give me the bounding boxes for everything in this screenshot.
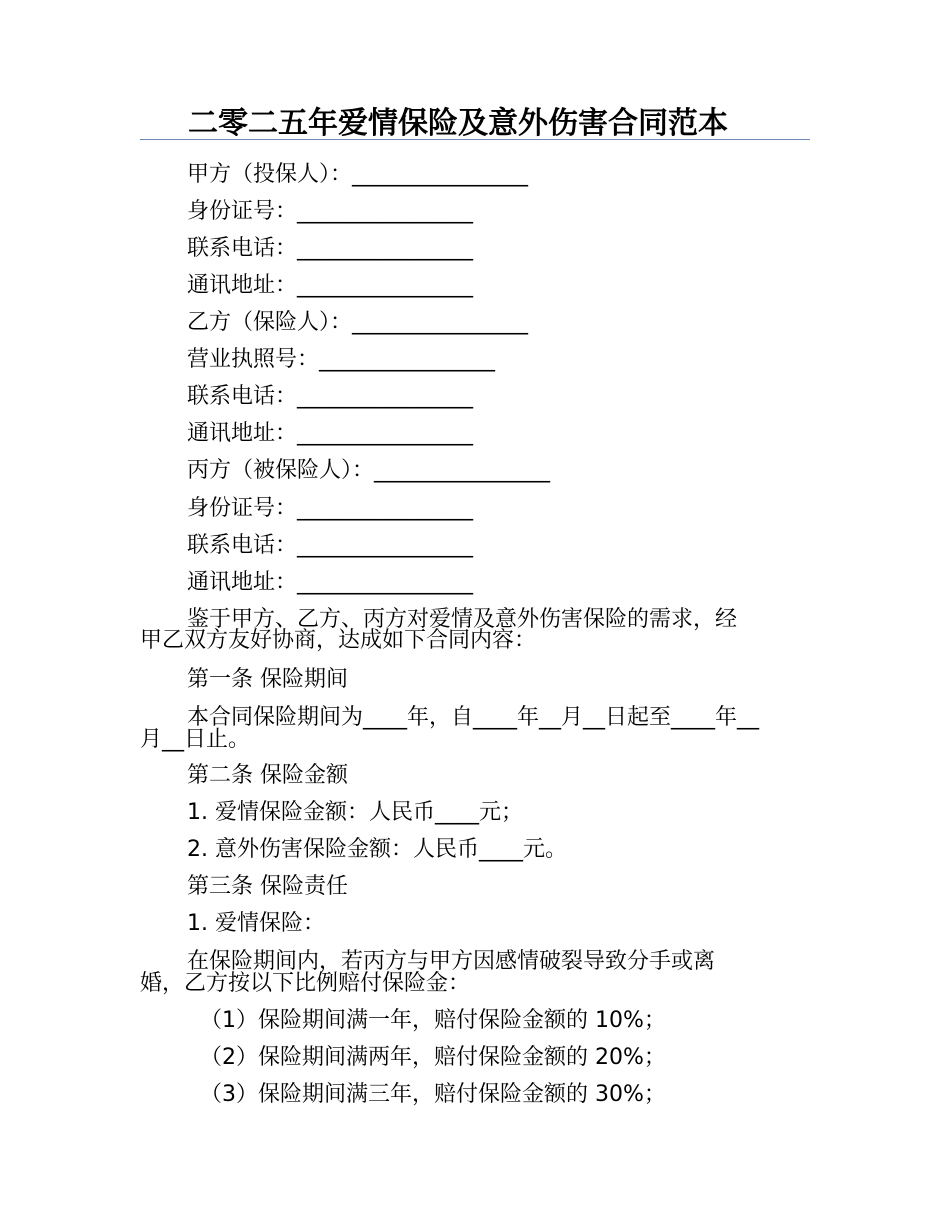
party-b-name: 乙方（保险人）：________________	[187, 310, 529, 335]
article-2-heading: 第二条 保险金额	[187, 763, 348, 788]
article-3-para-line-1: 在保险期间内，若丙方与甲方因感情破裂导致分手或离	[187, 949, 716, 974]
title-underline	[140, 139, 810, 140]
party-a-phone: 联系电话：________________	[187, 236, 474, 261]
article-2-item-1: 1. 爱情保险金额：人民币____元；	[187, 800, 523, 825]
article-3-heading: 第三条 保险责任	[187, 874, 348, 899]
article-1-text-line-2: 月__日止。	[140, 727, 251, 752]
party-a-name: 甲方（投保人）：________________	[187, 162, 529, 187]
article-1-text-line-1: 本合同保险期间为____年，自____年__月__日起至____年__	[187, 705, 760, 730]
party-a-id: 身份证号：________________	[187, 199, 474, 224]
party-c-address: 通讯地址：________________	[187, 570, 474, 595]
article-3-sub-2: （2）保险期间满两年，赔付保险金额的 20%；	[200, 1045, 666, 1070]
party-b-license: 营业执照号：________________	[187, 347, 496, 372]
party-c-phone: 联系电话：________________	[187, 533, 474, 558]
party-a-address: 通讯地址：________________	[187, 273, 474, 298]
article-3-sub-1: （1）保险期间满一年，赔付保险金额的 10%；	[200, 1008, 666, 1033]
article-3-para-line-2: 婚，乙方按以下比例赔付保险金：	[140, 971, 471, 996]
article-3-sub-3: （3）保险期间满三年，赔付保险金额的 30%；	[200, 1082, 666, 1107]
party-c-id: 身份证号：________________	[187, 496, 474, 521]
document-title: 二零二五年爱情保险及意外伤害合同范本	[188, 106, 728, 141]
party-c-name: 丙方（被保险人）：________________	[187, 458, 551, 483]
party-b-phone: 联系电话：________________	[187, 384, 474, 409]
article-1-heading: 第一条 保险期间	[187, 667, 348, 692]
preamble-line-1: 鉴于甲方、乙方、丙方对爱情及意外伤害保险的需求，经	[187, 607, 738, 632]
article-2-item-2: 2. 意外伤害保险金额：人民币____元。	[187, 837, 567, 862]
party-b-address: 通讯地址：________________	[187, 421, 474, 446]
article-3-item-1: 1. 爱情保险：	[187, 911, 325, 936]
preamble-line-2: 甲乙双方友好协商，达成如下合同内容：	[140, 628, 537, 653]
